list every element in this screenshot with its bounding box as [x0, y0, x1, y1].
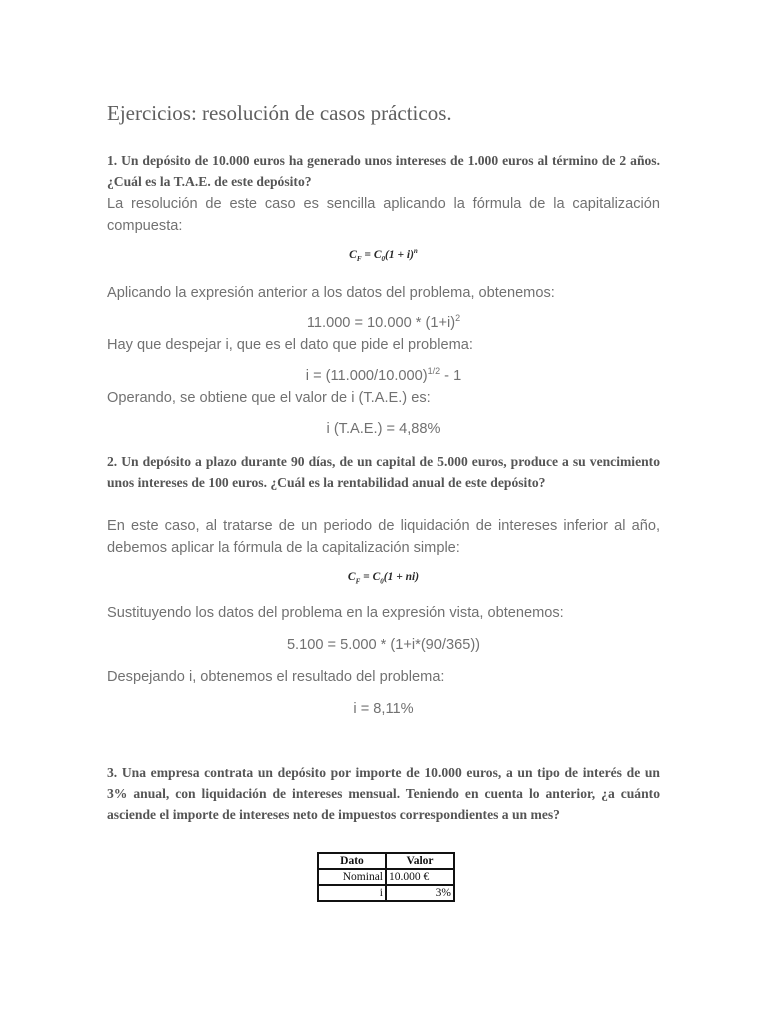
- exercise-1-step-1: Aplicando la expresión anterior a los datos del problema, obtenemos:: [107, 285, 555, 301]
- exercise-1-equation-1: $11.000 = 10.000 * (1+i)^2$: [306, 313, 461, 331]
- exercise-2-equation-1: 5.100 = 5.000 * (1+i*(90/365)): [286, 637, 481, 653]
- table-row: [318, 885, 454, 901]
- exercise-1-step-2: Hay que despejar i, que es el dato que pide el problema:: [107, 337, 473, 353]
- exercise-1-intro: La resolución de este caso es sencilla aplicando la fórmula de la capitalización compuesta:: [107, 196, 660, 234]
- exercise-1-equation-2: $i = (11.000/10.000)^{1/2} - 1$: [305, 366, 462, 384]
- exercise-3-question: 3. Una empresa contrata un depósito por importe de 10.000 euros, a un tipo de interés de un 3% anual, con liquidación de intereses mensual. Teniendo en cuenta lo anterior, ¿a cuánto asciende el importe de intereses neto de impuestos correspondientes a un mes?: [107, 765, 660, 822]
- exercise-1-step-3: Operando, se obtiene que el valor de i (T.A.E.) es:: [107, 390, 431, 406]
- table-header-row: [318, 853, 454, 869]
- table-cell-value: 10.000 €: [386, 869, 454, 885]
- exercise-2-question: 2. Un depósito a plazo durante 90 días, de un capital de 5.000 euros, produce a su vencimiento unos intereses de 100 euros. ¿Cuál es la rentabilidad anual de este depósito?: [107, 454, 660, 490]
- compound-interest-formula: $C_F = C_0(1 + i)^n$: [349, 247, 418, 264]
- table-header-dato: Dato: [318, 853, 386, 869]
- table-cell-label: i: [318, 885, 386, 901]
- exercise-1-result: i (T.A.E.) = 4,88%: [326, 421, 441, 437]
- table-cell-value: 3%: [386, 885, 454, 901]
- table-header-valor: Valor: [386, 853, 454, 869]
- exercise-2-step-2: Despejando i, obtenemos el resultado del problema:: [107, 669, 445, 685]
- exercise-2-intro: En este caso, al tratarse de un periodo de liquidación de intereses inferior al año, debemos aplicar la fórmula de la capitalización simple:: [107, 518, 660, 556]
- exercise-1-question: 1. Un depósito de 10.000 euros ha generado unos intereses de 1.000 euros al término de 2 años. ¿Cuál es la T.A.E. de este depósito?: [107, 153, 660, 189]
- simple-interest-formula: $C_F = C_0(1 + ni)$: [347, 571, 420, 586]
- page-title: Ejercicios: resolución de casos prácticos.: [107, 101, 452, 125]
- exercise-2-step-1: Sustituyendo los datos del problema en la expresión vista, obtenemos:: [107, 605, 564, 621]
- table-cell-label: Nominal: [318, 869, 386, 885]
- data-table: [317, 852, 455, 902]
- table-row: [318, 869, 454, 885]
- exercise-2-result: i = 8,11%: [353, 701, 414, 717]
